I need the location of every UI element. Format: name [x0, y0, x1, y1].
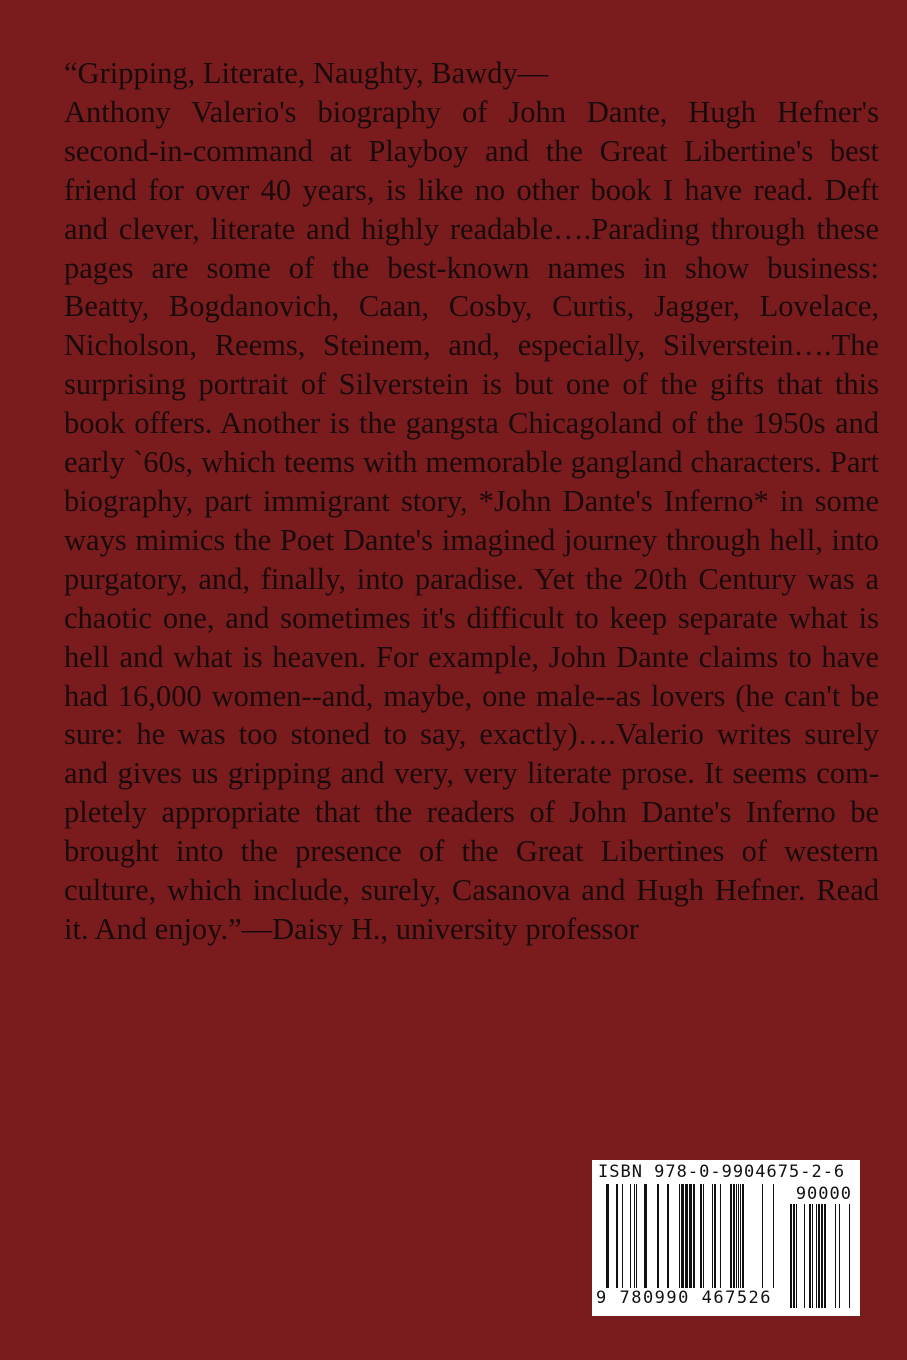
barcode-bar [712, 1184, 713, 1288]
barcode-bar [738, 1184, 739, 1288]
barcode-bar [616, 1184, 618, 1288]
barcode-bar [816, 1204, 817, 1308]
barcode-bar [835, 1204, 836, 1308]
barcode-bar [689, 1184, 692, 1288]
barcode-bar [681, 1184, 684, 1288]
barcode-bar [818, 1204, 820, 1308]
barcode-bar [700, 1184, 702, 1288]
blurb-headline: “Gripping, Literate, Naughty, Bawdy— [64, 56, 549, 90]
barcode-bar [821, 1204, 823, 1308]
barcode-bar [790, 1204, 792, 1308]
price-addon-number: 90000 [795, 1184, 852, 1204]
barcode-bar [733, 1184, 735, 1288]
barcode-bar [606, 1184, 609, 1288]
isbn-label: ISBN 978-0-9904675-2-6 [598, 1162, 846, 1182]
barcode-bar [740, 1184, 741, 1288]
barcode-bar [657, 1184, 659, 1288]
barcode-bar [804, 1204, 805, 1308]
barcode-bar [703, 1184, 704, 1288]
barcode-bar [839, 1204, 840, 1308]
barcode-bar [812, 1204, 813, 1308]
barcode-bar [720, 1184, 721, 1288]
ean-barcode-bars [606, 1184, 774, 1288]
ean-number: 9 780990 467526 [596, 1288, 773, 1308]
barcode-bar [796, 1204, 797, 1308]
isbn-barcode [592, 1160, 860, 1316]
barcode-bar [667, 1184, 669, 1288]
barcode-bar [644, 1184, 647, 1288]
barcode-bar [714, 1184, 716, 1288]
barcode-bar [634, 1184, 635, 1288]
review-blurb [64, 54, 879, 949]
barcode-bar [762, 1184, 763, 1288]
barcode-bar [622, 1184, 623, 1288]
blurb-body: Anthony Valerio's biography of John Dante, Hugh Hefner's second-in-command at Playboy and the Great Libertine's best friend for over 40 years, is like no other book I have read. Deft and clever, literate and highly readable….Parading through these pages are some of the best-known names in show business: Beatty, Bogdanovich, Caan, Cosby, Curtis, Jagger, Lovelace, Nicholson, Reems, Steinem, and, especially, Silverstein….The surprising portrait of Silverstein is but one of the gifts that this book offers. Another is the gangsta Chicagoland of the 1950s and early `60s, which teems with memorable gangland characters. Part biography, part immigrant story, *John Dante's Inferno* in some ways mimics the Poet Dante's imagined journey through hell, into purgatory, and, finally, into paradise. Yet the 20th Century was a chaotic one, and sometimes it's difficult to keep separate what is hell and what is heaven. For example, John Dante claims to have had 16,000 women--and, maybe, one male--as lovers (he can't be sure: he was too stoned to say, exactly)….Valerio writes surely and gives us gripping and very, very literate prose. It seems completely appropriate that the readers of John Dante's Inferno be brought into the presence of the Great Libertines of western culture, which include, surely, Casanova and Hugh Hefner. Read it. And enjoy.”—Daisy H., university professor [64, 94, 879, 946]
barcode-bar [773, 1184, 774, 1288]
barcode-bar [636, 1184, 637, 1288]
addon-barcode-bars [780, 1204, 852, 1308]
barcode-bar [679, 1184, 680, 1288]
barcode-bar [824, 1204, 826, 1308]
barcode-bar [693, 1184, 695, 1288]
barcode-bar [736, 1184, 737, 1288]
barcode-bar [849, 1204, 850, 1308]
barcode-bar [630, 1184, 631, 1288]
barcode-bar [793, 1204, 795, 1308]
barcode-bar [685, 1184, 688, 1288]
barcode-bar [730, 1184, 732, 1288]
barcode-bar [809, 1204, 811, 1308]
barcode-bar [742, 1184, 744, 1288]
